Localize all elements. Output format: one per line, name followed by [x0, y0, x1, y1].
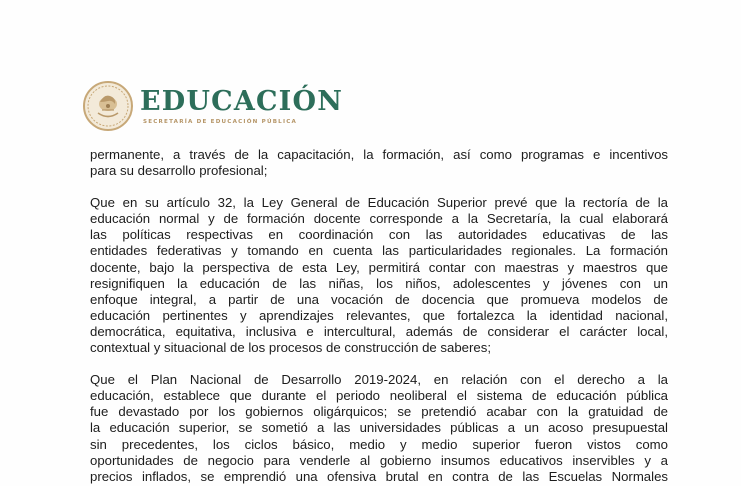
text-line: enfoque integral, a partir de una vocación de docencia que promueva modelos de	[90, 291, 668, 307]
text-line: contextual y situacional de los procesos de construcción de saberes;	[90, 340, 491, 356]
document-body	[90, 147, 668, 486]
text-line: Que en su artículo 32, la Ley General de Educación Superior prevé que la rectoría de la	[90, 195, 668, 211]
letterhead	[82, 76, 343, 136]
brand-subtitle: SECRETARÍA DE EDUCACIÓN PÚBLICA	[143, 119, 298, 125]
paragraph	[90, 195, 668, 356]
text-line: democrática, equitativa, inclusiva e intercultural, además de considerar el carácter local,	[90, 323, 668, 339]
paragraph	[90, 372, 668, 485]
text-line: docente, bajo la perspectiva de esta Ley, permitirá contar con maestras y maestros que	[90, 259, 668, 275]
text-line: oportunidades de negocio para venderle al gobierno insumos educativos inservibles y a	[90, 452, 668, 468]
text-line: las políticas respectivas en coordinación con las autoridades educativas de las	[90, 227, 668, 243]
coat-of-arms-seal-icon	[82, 80, 134, 132]
text-line: precios inflados, se emprendió una ofensiva brutal en contra de las Escuelas Normales	[90, 468, 668, 484]
text-line: la educación superior, se sometió a las universidades públicas a un acoso presupuestal	[90, 420, 668, 436]
brand-name: EDUCACIÓN	[140, 86, 344, 117]
text-line: educación normal y de formación docente corresponde a la Secretaría, la cual elaborará	[90, 211, 668, 227]
brand-block	[140, 87, 343, 125]
text-line: sin precedentes, los ciclos básico, medio y medio superior fueron vistos como	[90, 436, 668, 452]
text-line: resignifiquen la educación de las niñas, los niños, adolescentes y jóvenes con un	[90, 275, 668, 291]
text-line: educación pertinentes y aprendizajes relevantes, que fortalezca la identidad nacional,	[90, 307, 668, 323]
paragraph	[90, 147, 668, 179]
text-line: fue devastado por los gobiernos oligárquicos; se pretendió acabar con la gratuidad de	[90, 404, 668, 420]
text-line: educación, establece que durante el periodo neoliberal el sistema de educación pública	[90, 388, 668, 404]
text-line: Que el Plan Nacional de Desarrollo 2019-2024, en relación con el derecho a la	[90, 372, 668, 388]
text-line: permanente, a través de la capacitación, la formación, así como programas e incentivos	[90, 147, 668, 162]
text-line: para su desarrollo profesional;	[90, 163, 268, 179]
text-line: entidades federativas y tomando en cuenta las particularidades regionales. La formación	[90, 243, 668, 259]
